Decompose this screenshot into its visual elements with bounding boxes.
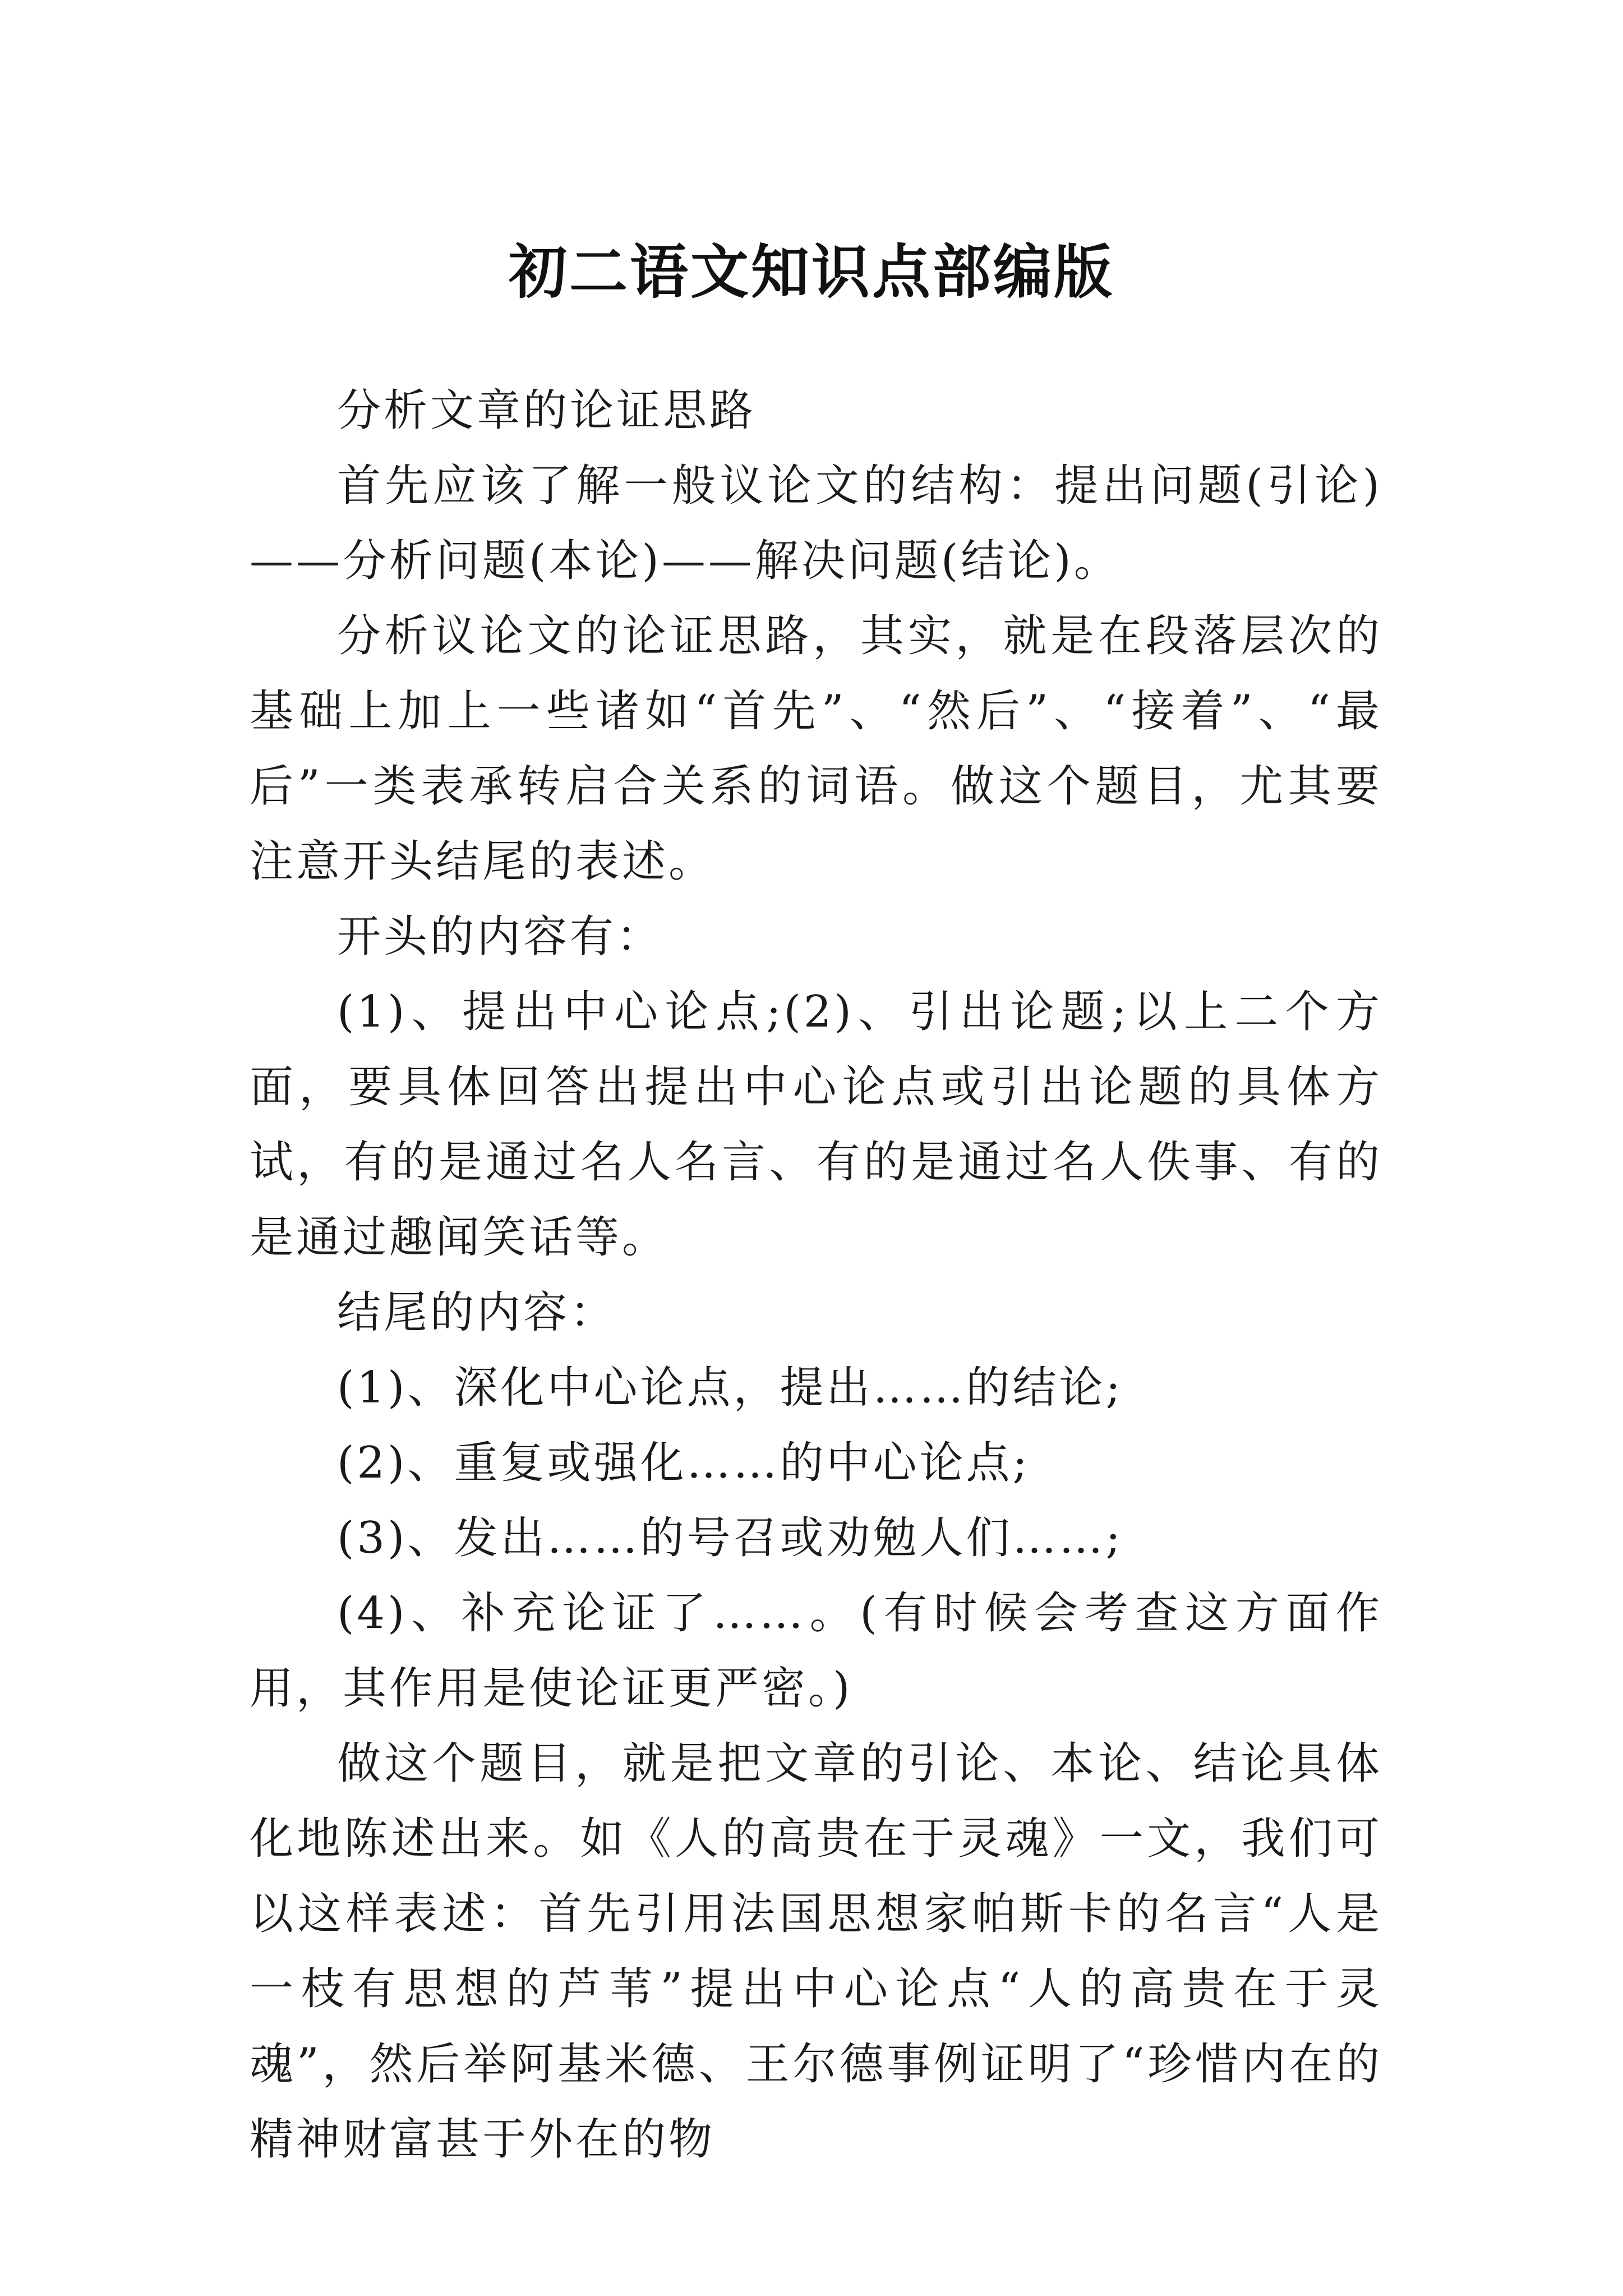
document-body <box>250 373 1382 2177</box>
list-item-ending-3: (3)、发出……的号召或劝勉人们……; <box>337 1513 1123 1563</box>
paragraph-opening-heading: 开头的内容有： <box>337 912 663 962</box>
paragraph-structure: 首先应该了解一般议论文的结构：提出问题(引论)——分析问题(本论)——解决问题(结论)。 <box>250 461 1382 586</box>
paragraph-example: 做这个题目，就是把文章的引论、本论、结论具体化地陈述出来。如《人的高贵在于灵魂》一文，我们可以这样表述：首先引用法国思想家帕斯卡的名言“人是一枝有思想的芦苇”提出中心论点“人的高贵在于灵魂”，然后举阿基米德、王尔德事例证明了“珍惜内在的精神财富甚于外在的物 <box>250 1738 1382 2165</box>
paragraph-heading-argument-approach: 分析文章的论证思路 <box>337 385 757 436</box>
document-title: 初二语文知识点部编版 <box>508 237 1114 306</box>
list-item-ending-1: (1)、深化中心论点，提出……的结论; <box>337 1363 1123 1413</box>
paragraph-ending-heading: 结尾的内容： <box>337 1287 617 1338</box>
paragraph-opening-content: (1)、提出中心论点;(2)、引出论题;以上二个方面，要具体回答出提出中心论点或引出论题的具体方试，有的是通过名人名言、有的是通过名人佚事、有的是通过趣闻笑话等。 <box>250 987 1382 1263</box>
list-item-ending-4: (4)、补充论证了……。(有时候会考查这方面作用，其作用是使论证更严密。) <box>250 1588 1382 1714</box>
paragraph-analysis-method: 分析议论文的论证思路，其实，就是在段落层次的基础上加上一些诸如“首先”、“然后”、“接着”、“最后”一类表承转启合关系的词语。做这个题目，尤其要注意开头结尾的表述。 <box>250 611 1382 887</box>
list-item-ending-2: (2)、重复或强化……的中心论点; <box>337 1438 1030 1488</box>
